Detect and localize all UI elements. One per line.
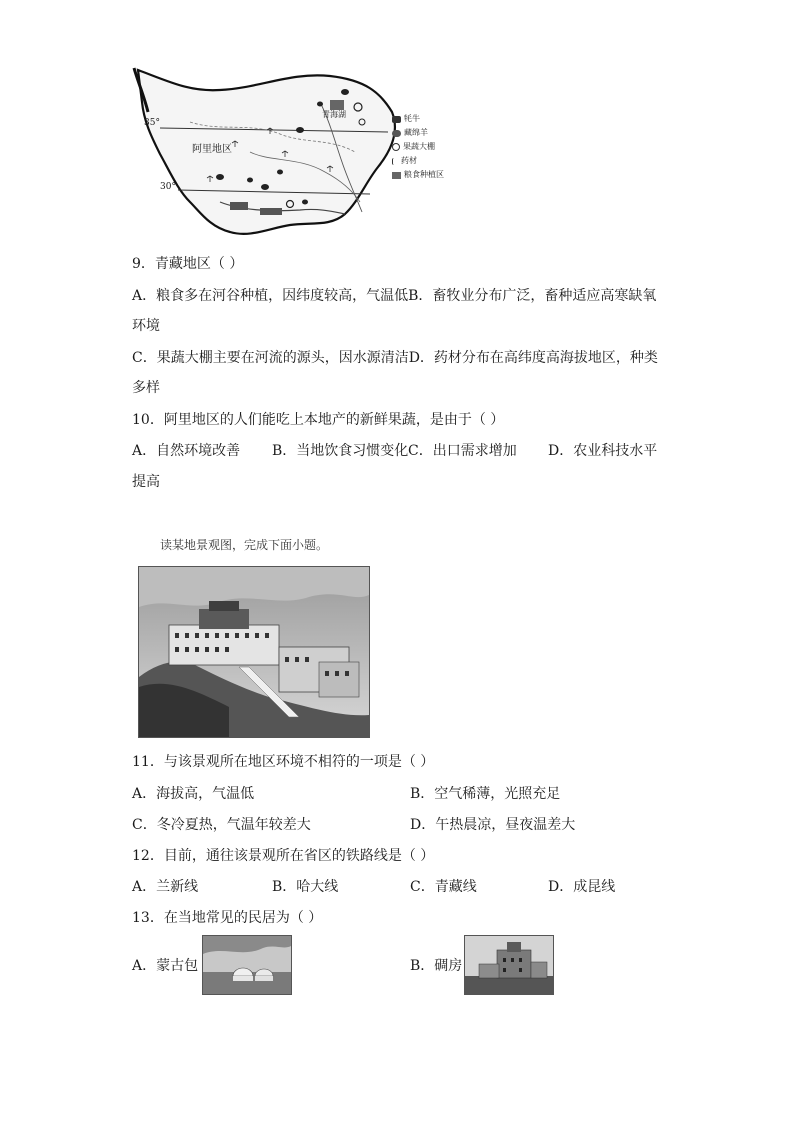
- legend-yak: 牦牛: [392, 114, 420, 124]
- question-12-stem: 12．目前，通往该景观所在省区的铁路线是（ ）: [132, 848, 435, 864]
- question-11-option-b: B．空气稀薄，光照充足: [410, 786, 561, 802]
- yurt-photo: [202, 935, 292, 995]
- legend-herb: 药材: [392, 156, 417, 166]
- latitude-30-label: 30°: [160, 182, 176, 192]
- question-10-stem: 10．阿里地区的人们能吃上本地产的新鲜果蔬，是由于（ ）: [132, 412, 505, 428]
- yurt-image: [203, 936, 291, 994]
- question-11-stem: 11．与该景观所在地区环境不相符的一项是（ ）: [132, 754, 435, 770]
- question-12-option-c: C．青藏线: [410, 879, 477, 895]
- tibetan-sheep-icon: [392, 130, 401, 137]
- greenhouse-icon: [392, 143, 400, 151]
- question-9-line-2: 环境: [132, 318, 160, 334]
- question-12-option-a: A．兰新线: [132, 879, 199, 895]
- question-9-stem: 9．青藏地区（ ）: [132, 256, 244, 272]
- stone-house-photo: [464, 935, 554, 995]
- question-13-option-b: B．碉房: [410, 958, 463, 974]
- question-11-option-a: A．海拔高，气温低: [132, 786, 255, 802]
- question-12-option-d: D．成昆线: [548, 879, 616, 895]
- stone-house-image: [465, 936, 553, 994]
- herb-icon: [392, 158, 398, 165]
- ali-region-label: 阿里地区: [192, 144, 232, 155]
- question-12-option-b: B．哈大线: [272, 879, 339, 895]
- question-10-option-d: D．农业科技水平: [548, 443, 658, 459]
- question-9-line-4: 多样: [132, 380, 160, 396]
- legend-greenhouse: 果蔬大棚: [392, 142, 435, 152]
- landscape-photo: [138, 566, 370, 738]
- question-10-option-c: C．出口需求增加: [408, 443, 517, 459]
- map-drawing: [130, 62, 460, 247]
- palace-image: [139, 567, 369, 737]
- qinghai-tibet-map: [130, 62, 460, 247]
- question-13-option-a: A．蒙古包: [132, 958, 199, 974]
- question-13-stem: 13．在当地常见的民居为（ ）: [132, 910, 323, 926]
- legend-sheep: 藏绵羊: [392, 128, 428, 138]
- question-10-option-b: B．当地饮食习惯变化: [272, 443, 409, 459]
- latitude-35-label: 35°: [144, 118, 160, 128]
- question-10-continuation: 提高: [132, 474, 160, 490]
- question-10-option-a: A．自然环境改善: [132, 443, 241, 459]
- question-9-line-1: A．粮食多在河谷种植，因纬度较高，气温低B．畜牧业分布广泛，畜种适应高寒缺氧: [132, 288, 657, 304]
- landscape-caption: 读某地景观图，完成下面小题。: [160, 538, 329, 552]
- grain-area-icon: [392, 172, 401, 179]
- yak-icon: [392, 116, 401, 123]
- question-11-option-c: C．冬冷夏热，气温年较差大: [132, 817, 311, 833]
- qinghai-lake-label: 青海湖: [322, 110, 346, 119]
- legend-grain: 粮食种植区: [392, 170, 444, 180]
- question-11-option-d: D．午热晨凉，昼夜温差大: [410, 817, 576, 833]
- question-9-line-3: C．果蔬大棚主要在河流的源头，因水源清洁D．药材分布在高纬度高海拔地区，种类: [132, 350, 658, 366]
